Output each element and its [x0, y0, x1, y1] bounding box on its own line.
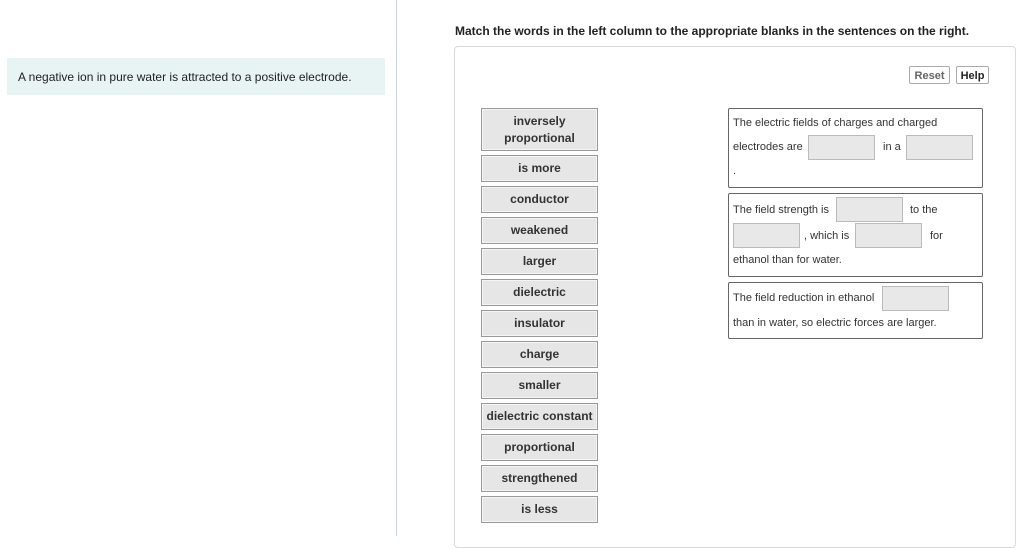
reset-button[interactable]: Reset	[909, 66, 950, 84]
help-button[interactable]: Help	[956, 66, 989, 84]
sentence-1-part-b: electrodes are	[733, 141, 803, 153]
blank-2a[interactable]	[836, 197, 903, 222]
word-tile-is-more[interactable]: is more	[481, 155, 598, 182]
sentence-1-part-c: in a	[883, 141, 901, 153]
word-tile-smaller[interactable]: smaller	[481, 372, 598, 399]
word-tile-is-less[interactable]: is less	[481, 496, 598, 523]
sentence-2-part-a: The field strength is	[733, 204, 829, 216]
word-tile-dielectric[interactable]: dielectric	[481, 279, 598, 306]
word-tile-charge[interactable]: charge	[481, 341, 598, 368]
sentence-2-part-c: , which is	[804, 230, 850, 242]
sentence-3-part-a: The field reduction in ethanol	[733, 292, 875, 304]
word-tile-conductor[interactable]: conductor	[481, 186, 598, 213]
blank-2c[interactable]	[855, 223, 922, 248]
word-tile-larger[interactable]: larger	[481, 248, 598, 275]
word-tile-strengthened[interactable]: strengthened	[481, 465, 598, 492]
word-tile-dielectric-constant[interactable]: dielectric constant	[481, 403, 598, 430]
blank-3a[interactable]	[882, 286, 949, 311]
blank-1a[interactable]	[808, 135, 875, 160]
word-tile-inversely-proportional[interactable]: inversely proportional	[481, 108, 598, 151]
problem-statement: A negative ion in pure water is attracted to a positive electrode.	[7, 58, 385, 95]
sentence-3-part-b: than in water, so electric forces are larger.	[733, 317, 937, 329]
blank-2b[interactable]	[733, 223, 800, 248]
instructions-text: Match the words in the left column to the appropriate blanks in the sentences on the right.	[455, 24, 970, 38]
word-tile-weakened[interactable]: weakened	[481, 217, 598, 244]
sentence-2-part-d: for	[930, 230, 943, 242]
word-tile-insulator[interactable]: insulator	[481, 310, 598, 337]
blank-1b[interactable]	[906, 135, 973, 160]
sentence-2-part-b: to the	[910, 204, 938, 216]
sentence-1-part-d: .	[733, 165, 737, 177]
word-tile-proportional[interactable]: proportional	[481, 434, 598, 461]
sentence-1-part-a: The electric fields of charges and charged	[733, 117, 938, 129]
column-divider	[396, 0, 397, 536]
sentence-2-part-e: ethanol than for water.	[733, 254, 842, 266]
